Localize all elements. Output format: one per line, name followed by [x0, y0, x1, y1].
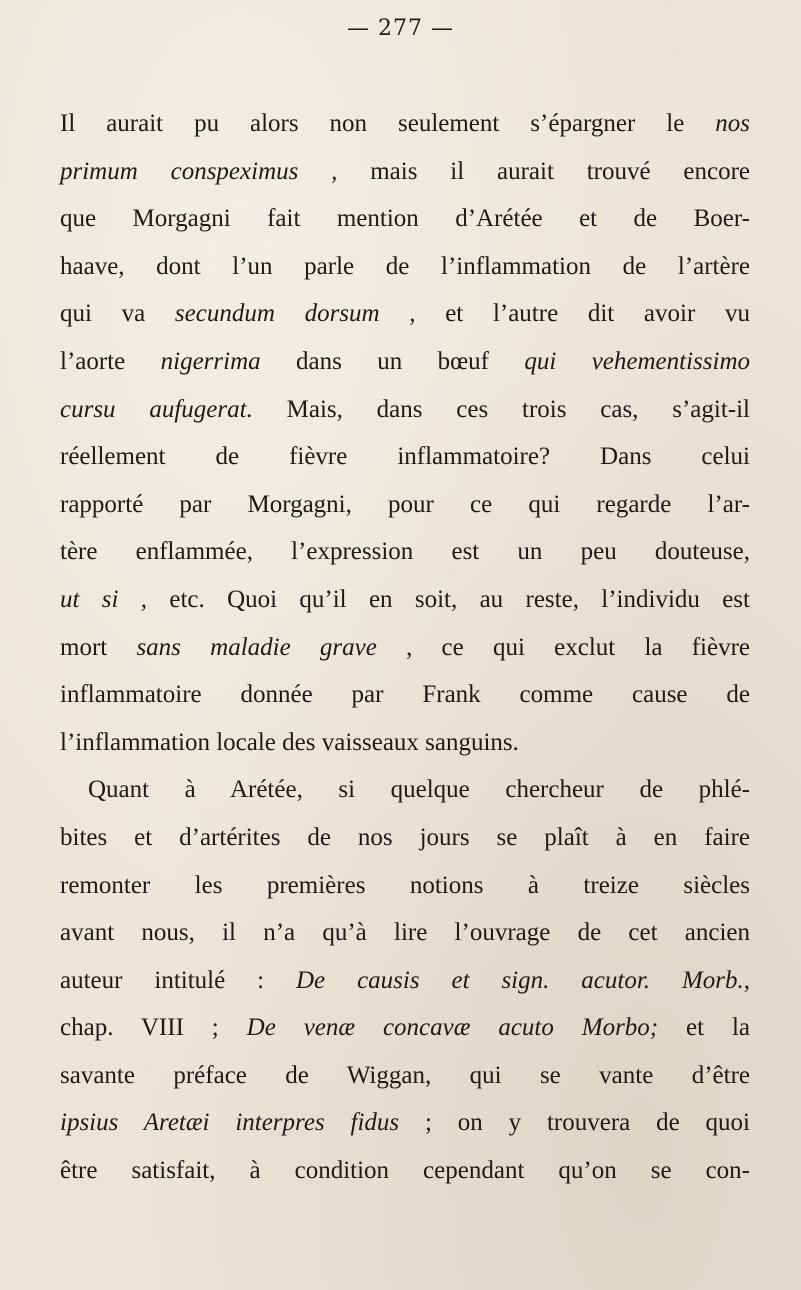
text-line	[60, 386, 750, 434]
italic-text: sans maladie grave	[136, 633, 377, 661]
text-line	[60, 719, 750, 767]
text-line	[60, 100, 750, 148]
italic-text: De venæ concavæ acuto Morbo;	[246, 1014, 659, 1042]
italic-text: qui vehementissimo	[524, 347, 750, 375]
italic-text: cursu aufugerat.	[60, 395, 253, 423]
text-line	[60, 671, 750, 719]
text-segment: Il aurait pu alors non seulement s’épargner le	[60, 110, 716, 137]
text-segment: mort	[60, 633, 137, 661]
text-segment: inflammatoire donnée par Frank comme cause de	[60, 681, 750, 709]
text-segment: savante préface de Wiggan, qui se vante d’être	[60, 1061, 750, 1089]
text-segment: et l’autre dit avoir vu	[415, 300, 750, 328]
text-segment: l’aorte	[60, 347, 161, 375]
text-line	[60, 148, 750, 196]
text-segment: chap. VIII ;	[60, 1014, 247, 1042]
text-segment: Quant à Arétée, si quelque chercheur de phlé-	[88, 776, 750, 804]
text-segment: mais il aurait trouvé encore	[337, 157, 751, 185]
text-line	[60, 957, 750, 1005]
text-line	[60, 1099, 750, 1147]
text-line	[60, 243, 750, 291]
text-line	[60, 1052, 750, 1100]
text-segment: etc. Quoi qu’il en soit, au reste, l’individu est	[147, 585, 750, 613]
text-line	[60, 528, 750, 576]
italic-text: primum conspeximus ,	[60, 157, 338, 185]
page-text	[60, 100, 750, 1195]
text-line	[60, 290, 750, 338]
text-line	[60, 814, 750, 862]
text-segment: ,	[743, 966, 751, 994]
italic-text: nos	[715, 110, 750, 137]
text-line	[60, 766, 750, 814]
text-segment: ; on y trouvera de quoi	[399, 1109, 750, 1137]
text-line	[60, 624, 750, 672]
text-segment: avant nous, il n’a qu’à lire l’ouvrage de cet ancien	[60, 919, 750, 947]
italic-text: nigerrima	[160, 347, 261, 375]
text-line	[60, 1004, 750, 1052]
text-segment: l’inflammation locale des vaisseaux sanguins.	[60, 728, 519, 756]
text-segment: Mais, dans ces trois cas, s’agit-il	[252, 395, 750, 423]
text-line	[60, 1147, 750, 1195]
text-segment: dans un bœuf	[260, 347, 525, 375]
text-line	[60, 338, 750, 386]
italic-text: ipsius Aretæi interpres fidus	[60, 1109, 400, 1137]
text-segment: tère enflammée, l’expression est un peu douteuse,	[60, 538, 750, 566]
text-line	[60, 576, 750, 624]
text-segment: et la	[658, 1014, 751, 1042]
text-segment: qui va	[60, 300, 175, 328]
italic-text: ut si ,	[60, 585, 148, 613]
text-segment: , ce qui exclut la fièvre	[376, 633, 751, 661]
text-segment: remonter les premières notions à treize siècles	[60, 871, 750, 899]
text-segment: haave, dont l’un parle de l’inflammation de l’artère	[60, 252, 750, 280]
text-segment: rapporté par Morgagni, pour ce qui regarde l’ar-	[60, 490, 750, 518]
text-segment: bites et d’artérites de nos jours se plaît à en faire	[60, 823, 750, 851]
text-segment: auteur intitulé :	[60, 966, 296, 994]
page-number: — 277 —	[347, 16, 454, 41]
text-segment: que Morgagni fait mention d’Arétée et de Boer-	[60, 205, 750, 233]
italic-text: De causis et sign. acutor. Morb.	[296, 966, 744, 994]
text-segment: être satisfait, à condition cependant qu’on se con-	[60, 1157, 750, 1185]
text-line	[60, 481, 750, 529]
text-line	[60, 433, 750, 481]
text-line	[60, 862, 750, 910]
italic-text: secundum dorsum ,	[174, 300, 416, 328]
text-line	[60, 195, 750, 243]
text-segment: réellement de fièvre inflammatoire? Dans celui	[60, 443, 750, 471]
text-line	[60, 909, 750, 957]
